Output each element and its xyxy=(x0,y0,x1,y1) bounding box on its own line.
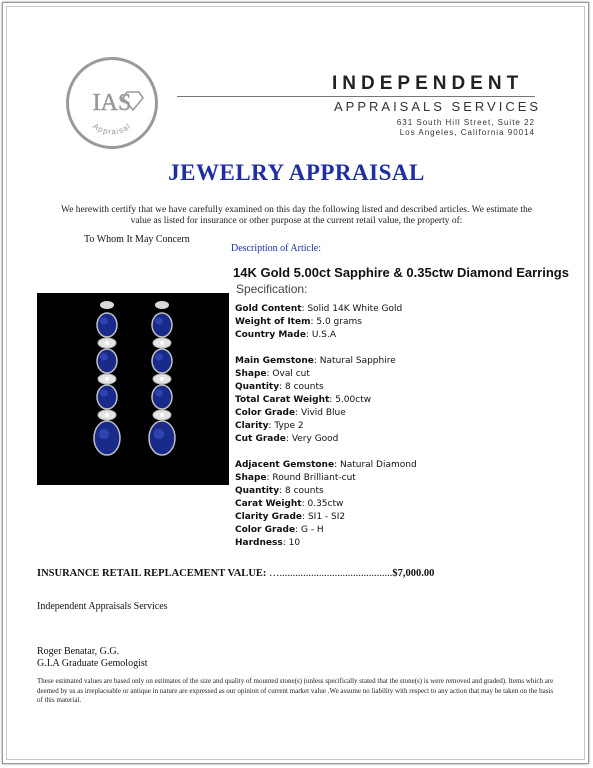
sapphire-right-3 xyxy=(152,385,172,409)
company-subtitle: APPRAISALS SERVICES xyxy=(334,99,542,114)
header-rule xyxy=(177,96,535,97)
disclaimer-text: These estimated values are based only on estimates of the size and quality of mounted stone(s) (unless specifically stated that the stone(s) is were removed and graded). Items which are deemed by us as irreplaceable or antique in nature are expressed as our opinion of current market value .We assume no liability with respect to any action that may be taken on the basis of this material. xyxy=(37,677,554,704)
spec-adj-quantity: Quantity: 8 counts xyxy=(235,486,324,496)
spec-cut-grade: Cut Grade: Very Good xyxy=(235,434,339,444)
sapphire-left-2 xyxy=(97,349,117,373)
sapphire-right-2-highlight xyxy=(155,353,163,360)
insurance-dots: …........................................... xyxy=(269,568,393,579)
sapphire-left-1-highlight xyxy=(100,317,108,324)
sapphire-right-3-highlight xyxy=(155,389,163,396)
spec-weight: Weight of Item: 5.0 grams xyxy=(235,317,362,327)
diamond-right-2-sparkle xyxy=(160,377,164,381)
diamond-right-1-sparkle xyxy=(160,341,164,345)
insurance-value xyxy=(37,568,434,579)
company-signature-name: Independent Appraisals Services xyxy=(37,601,168,612)
sapphire-right-2 xyxy=(152,349,172,373)
page-title: JEWELRY APPRAISAL xyxy=(168,160,425,185)
sapphire-right-4-highlight xyxy=(154,429,164,439)
spec-adjacent-gemstone: Adjacent Gemstone: Natural Diamond xyxy=(235,460,417,470)
spec-main-shape: Shape: Oval cut xyxy=(235,369,310,379)
spec-country: Country Made: U.S.A xyxy=(235,330,337,340)
sapphire-right-1-highlight xyxy=(155,317,163,324)
spec-clarity: Clarity: Type 2 xyxy=(235,421,304,431)
spec-gold-content: Gold Content: Solid 14K White Gold xyxy=(235,304,403,314)
spec-clarity-grade: Clarity Grade: SI1 - SI2 xyxy=(235,512,346,522)
earring-right-post xyxy=(155,301,169,309)
signer-title: G.I.A Graduate Gemologist xyxy=(37,658,148,669)
sapphire-left-1 xyxy=(97,313,117,337)
spec-hardness: Hardness: 10 xyxy=(235,538,301,548)
certification-text: We herewith certify that we have carefully examined on this day the following listed and described articles. We estimate the value as listed for insurance or other purpose at the current retail value, the property of: xyxy=(60,205,532,226)
diamond-left-3-sparkle xyxy=(105,413,109,417)
sapphire-left-3 xyxy=(97,385,117,409)
specification-label: Specification: xyxy=(236,282,308,296)
spec-main-quantity: Quantity: 8 counts xyxy=(235,382,324,392)
spec-adj-color-grade: Color Grade: G - H xyxy=(235,525,324,535)
address-line-1: 631 South Hill Street, Suite 22 xyxy=(396,118,535,127)
earrings-image xyxy=(37,293,229,485)
logo-ring-text: Appraisal xyxy=(91,121,133,137)
owner-name: To Whom It May Concern xyxy=(84,234,190,245)
sapphire-left-2-highlight xyxy=(100,353,108,360)
earring-left-post xyxy=(100,301,114,309)
spec-main-gemstone: Main Gemstone: Natural Sapphire xyxy=(235,356,396,366)
diamond-left-2-sparkle xyxy=(105,377,109,381)
sapphire-left-3-highlight xyxy=(100,389,108,396)
spec-carat-weight: Carat Weight: 0.35ctw xyxy=(235,499,344,509)
insurance-label: INSURANCE RETAIL REPLACEMENT VALUE: xyxy=(37,568,267,579)
address-line-2: Los Angeles, California 90014 xyxy=(399,128,535,137)
sapphire-left-4-highlight xyxy=(99,429,109,439)
earrings-photo xyxy=(37,293,229,485)
insurance-amount: $7,000.00 xyxy=(392,568,435,579)
signer-block xyxy=(37,646,148,670)
company-name-header: INDEPENDENT xyxy=(332,73,524,94)
diamond-right-3-sparkle xyxy=(160,413,164,417)
signer-name: Roger Benatar, G.G. xyxy=(37,646,120,657)
sapphire-right-1 xyxy=(152,313,172,337)
diamond-left-1-sparkle xyxy=(105,341,109,345)
spec-total-carat: Total Carat Weight: 5.00ctw xyxy=(235,395,372,405)
description-label: Description of Article: xyxy=(231,243,321,254)
svg-text:Appraisal xyxy=(91,121,133,136)
logo-letters: IAS xyxy=(92,90,132,116)
spec-adj-shape: Shape: Round Brilliant-cut xyxy=(235,473,356,483)
logo-mark xyxy=(69,60,155,146)
item-title: 14K Gold 5.00ct Sapphire & 0.35ctw Diamond Earrings xyxy=(233,265,569,280)
ias-logo xyxy=(66,57,158,149)
spec-color-grade: Color Grade: Vivid Blue xyxy=(235,408,346,418)
